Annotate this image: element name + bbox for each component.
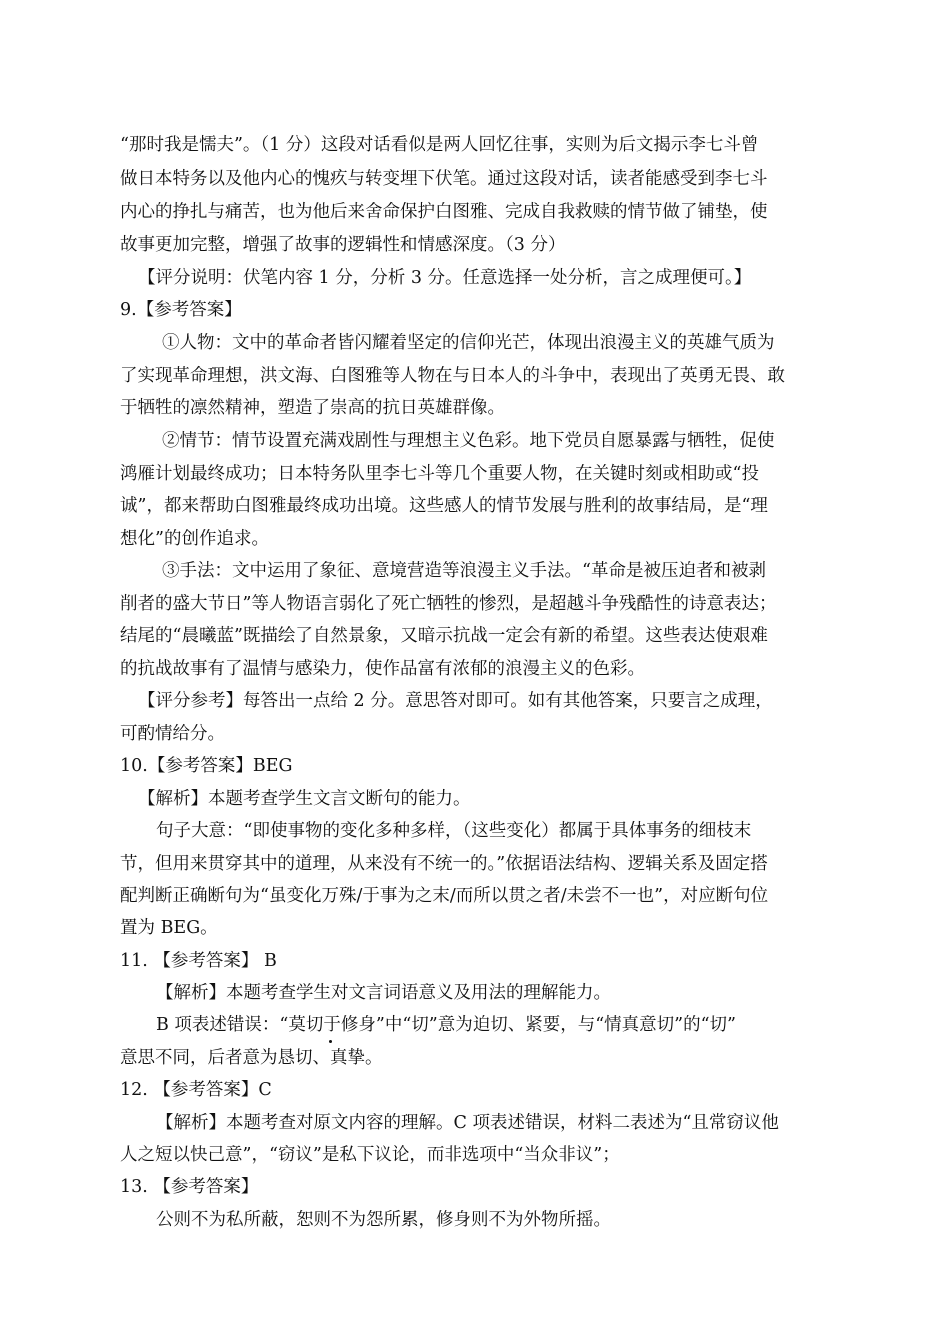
text-line: 结尾的“晨曦蓝”既描绘了自然景象，又暗示抗战一定会有新的希望。这些表达使艰难 (120, 626, 768, 646)
text-line: 于牺牲的凛然精神，塑造了崇高的抗日英雄群像。 (120, 398, 505, 418)
question-heading: 11. 【参考答案】 B (120, 951, 277, 971)
emphasis-dot (329, 1040, 332, 1043)
scoring-note: 【评分说明：伏笔内容 1 分，分析 3 分。任意选择一处分析，言之成理便可。】 (138, 268, 752, 288)
analysis-line: 【解析】本题考查对原文内容的理解。C 项表述错误，材料二表述为“且常窃议他 (156, 1113, 779, 1133)
text-line: 配判断正确断句为“虽变化万殊/于事为之末/而所以贯之者/未尝不一也”，对应断句位 (120, 886, 769, 906)
text-line: 内心的挣扎与痛苦，也为他后来舍命保护白图雅、完成自我救赎的情节做了铺垫，使 (120, 202, 768, 222)
text-line: 诚”，都来帮助白图雅最终成功出境。这些感人的情节发展与胜利的故事结局，是“理 (120, 496, 768, 516)
text-line: 意思不同，后者意为恳切、真挚。 (120, 1048, 383, 1068)
text-line: 置为 BEG。 (120, 918, 218, 938)
text-line: 人之短以快己意”，“窃议”是私下议论，而非选项中“当众非议”； (120, 1145, 620, 1165)
scoring-note: 【评分参考】每答出一点给 2 分。意思答对即可。如有其他答案，只要言之成理， (138, 691, 773, 711)
text-line: 故事更加完整，增强了故事的逻辑性和情感深度。（3 分） (120, 235, 566, 255)
text-line: 做日本特务以及他内心的愧疚与转变埋下伏笔。通过这段对话，读者能感受到李七斗 (120, 169, 768, 189)
text-line: ③手法：文中运用了象征、意境营造等浪漫主义手法。“革命是被压迫者和被剥 (162, 561, 766, 581)
text-line: 削者的盛大节日”等人物语言弱化了死亡牺牲的惨烈，是超越斗争残酷性的诗意表达； (120, 594, 777, 614)
question-heading: 12. 【参考答案】C (120, 1080, 272, 1100)
question-heading: 10.【参考答案】BEG (120, 756, 293, 776)
text-line: 节，但用来贯穿其中的道理，从来没有不统一的。”依据语法结构、逻辑关系及固定搭 (120, 854, 768, 874)
analysis-line: 【解析】本题考查学生对文言词语意义及用法的理解能力。 (156, 983, 611, 1003)
text-line: 的抗战故事有了温情与感染力，使作品富有浓郁的浪漫主义的色彩。 (120, 659, 645, 679)
text-line: 了实现革命理想，洪文海、白图雅等人物在与日本人的斗争中，表现出了英勇无畏、敢 (120, 366, 785, 386)
text-line: 想化”的创作追求。 (120, 529, 269, 549)
text-line: 句子大意：“即使事物的变化多种多样，（这些变化）都属于具体事务的细枝末 (156, 821, 752, 841)
text-line: B 项表述错误：“莫切于修身”中“切”意为迫切、紧要，与“情真意切”的“切” (156, 1015, 736, 1035)
analysis-line: 【解析】本题考查学生文言文断句的能力。 (138, 789, 471, 809)
text-line: 可酌情给分。 (120, 724, 225, 744)
text-line: “那时我是懦夫”。（1 分）这段对话看似是两人回忆往事，实则为后文揭示李七斗曾 (120, 135, 759, 155)
text-line: ②情节：情节设置充满戏剧性与理想主义色彩。地下党员自愿暴露与牺牲，促使 (162, 431, 775, 451)
answer-line: 公则不为私所蔽，恕则不为怨所累，修身则不为外物所摇。 (156, 1210, 611, 1230)
text-line: 鸿雁计划最终成功；日本特务队里李七斗等几个重要人物，在关键时刻或相助或“投 (120, 464, 759, 484)
text-line: ①人物：文中的革命者皆闪耀着坚定的信仰光芒，体现出浪漫主义的英雄气质为 (162, 333, 775, 353)
question-heading: 13. 【参考答案】 (120, 1177, 259, 1197)
question-heading: 9.【参考答案】 (120, 300, 242, 320)
